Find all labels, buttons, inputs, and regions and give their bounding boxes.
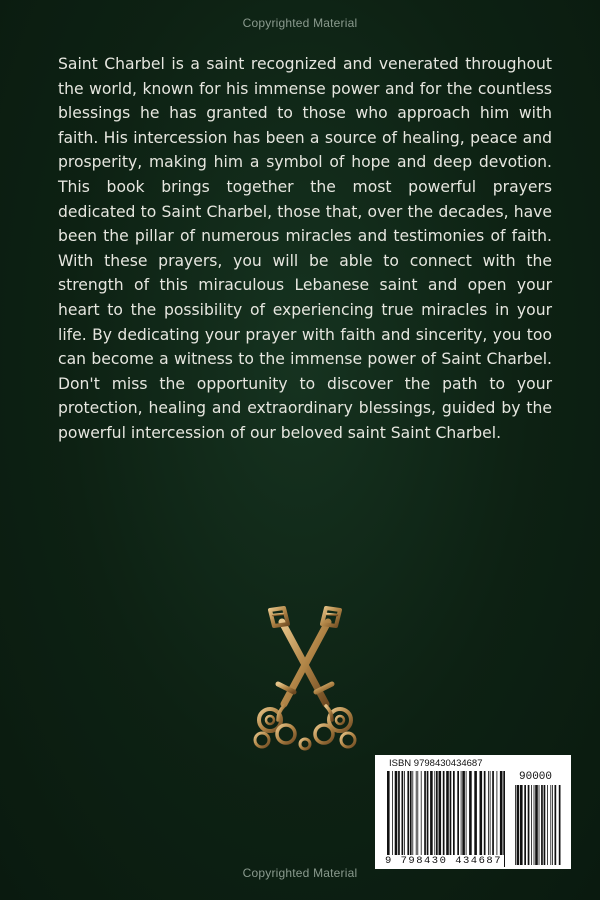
isbn-digits: 9 798430 434687 bbox=[385, 855, 503, 867]
book-description: Saint Charbel is a saint recognized and venerated throughout the world, known for his immense power and for the countless blessings he has granted to those who approach him with faith. His intercession has been a source of healing, peace and prosperity, making him a symbol of hope and deep devotion. This book brings together the most powerful prayers dedicated to Saint Charbel, those that, over the decades, have been the pillar of numerous miracles and testimonies of faith. With these prayers, you will be able to connect with the strength of this miraculous Lebanese saint and open your heart to the possibility of experiencing true miracles in your life. By dedicating your prayer with faith and sincerity, you too can become a witness to the immense power of Saint Charbel. Don't miss the opportunity to discover the path to your protection, healing and extraordinary blessings, guided by the powerful intercession of our beloved saint Saint Charbel. bbox=[58, 55, 552, 442]
barcode-bars bbox=[387, 771, 505, 867]
isbn-barcode bbox=[375, 755, 571, 869]
copyright-watermark-top: Copyrighted Material bbox=[242, 16, 358, 30]
isbn-label: ISBN 9798430434687 bbox=[389, 758, 483, 769]
crossed-keys-icon bbox=[240, 602, 370, 752]
price-code: 90000 bbox=[519, 771, 553, 783]
barcode-addon-bars bbox=[515, 785, 561, 865]
copyright-watermark-bottom: Copyrighted Material bbox=[242, 866, 358, 880]
